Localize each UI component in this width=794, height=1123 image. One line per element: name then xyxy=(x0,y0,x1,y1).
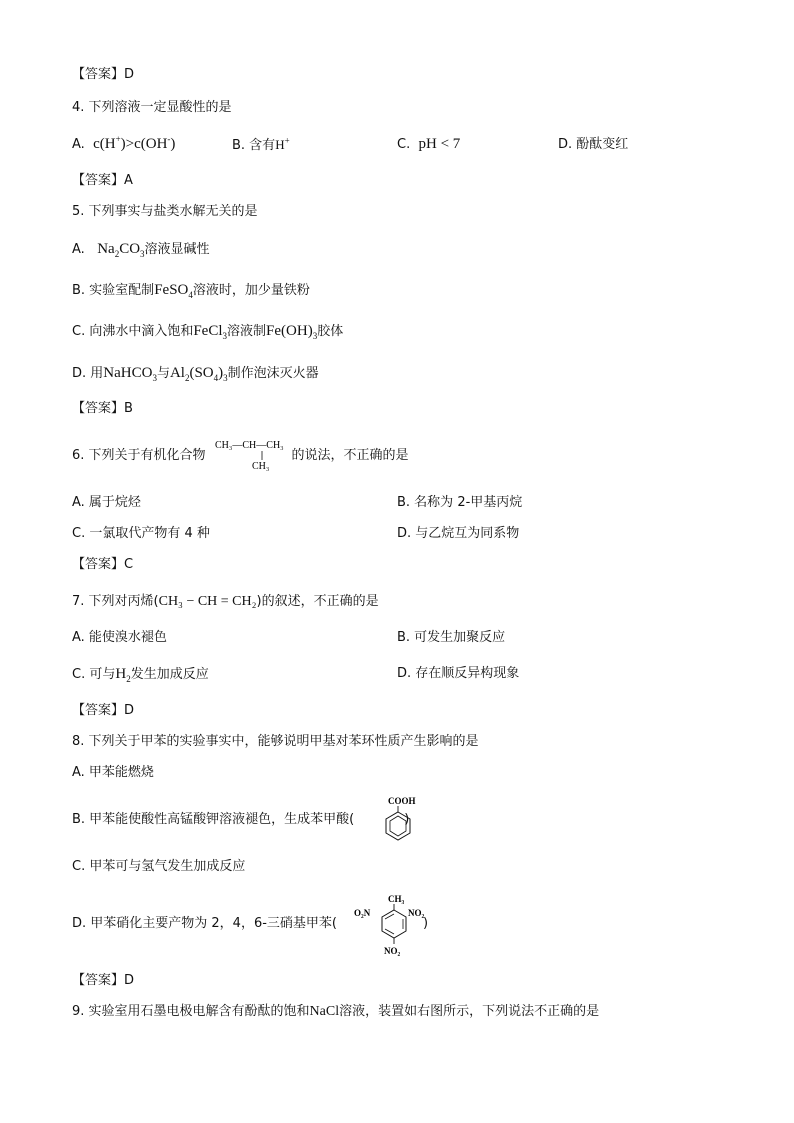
benzoic-acid-structure xyxy=(374,794,424,844)
q7-option-d: D. 存在顺反异构现象 xyxy=(397,666,520,681)
q8-option-d: D. 甲苯硝化主要产物为 2，4，6-三硝基甲苯( ) xyxy=(72,916,429,931)
q8-option-a: A. 甲苯能燃烧 xyxy=(72,765,154,780)
trinitrotoluene-icon xyxy=(348,892,438,958)
q7-option-a: A. 能使溴水褪色 xyxy=(72,630,167,645)
q6-option-b: B. 名称为 2-甲基丙烷 xyxy=(397,495,523,510)
ch3-label: CH₃ xyxy=(388,894,405,904)
q4-stem: 4. 下列溶液一定显酸性的是 xyxy=(72,100,232,115)
q8-stem: 8. 下列关于甲苯的实验事实中，能够说明甲基对苯环性质产生影响的是 xyxy=(72,734,479,749)
q4-option-a: A. c(H+)>c(OH-) xyxy=(72,134,176,152)
q6-option-d: D. 与乙烷互为同系物 xyxy=(397,526,520,541)
q5-option-a: A. $Na_2CO_3$溶液显碱性 xyxy=(72,241,210,259)
answer-label: 【答案】 xyxy=(72,67,125,82)
no2-right-label: NO₂ xyxy=(408,908,425,918)
q5-stem: 5. 下列事实与盐类水解无关的是 xyxy=(72,204,258,219)
q4-answer: 【答案】A xyxy=(72,173,133,188)
cooh-label: COOH xyxy=(388,796,416,806)
no2-bottom-label: NO₂ xyxy=(384,946,401,956)
structure-branch: CH₃ xyxy=(252,461,270,472)
q8-option-c: C. 甲苯可与氢气发生加成反应 xyxy=(72,859,246,874)
q9-stem: 9. 实验室用石墨电极电解含有酚酞的饱和NaCl溶液，装置如右图所示，下列说法不正确的是 xyxy=(72,1004,600,1019)
isobutane-structure-icon xyxy=(214,436,304,472)
q4-option-d: D. 酚酞变红 xyxy=(558,137,629,152)
q5-option-b: B. 实验室配制FeSO$_4$溶液时，加少量铁粉 xyxy=(72,282,310,300)
q7-stem: 7. 下列对丙烯(CH₃ − CH = CH₂)的叙述，不正确的是 xyxy=(72,594,379,609)
answer-line xyxy=(72,66,134,84)
q6-option-a: A. 属于烷烃 xyxy=(72,495,141,510)
q6-structure xyxy=(214,436,304,472)
q6-option-c: C. 一氯取代产物有 4 种 xyxy=(72,526,210,541)
tnt-structure xyxy=(348,892,438,958)
q7-option-c: C. 可与$H_2$发生加成反应 xyxy=(72,666,209,684)
q5-answer: 【答案】B xyxy=(72,401,133,416)
q6-answer: 【答案】C xyxy=(72,557,134,572)
q4-option-b: B. 含有H+ xyxy=(232,135,290,153)
q5-option-d: D. 用NaHCO$_3$与$Al_2(SO_4)_3$制作泡沫灭火器 xyxy=(72,365,319,383)
no2-left-label: O₂N xyxy=(354,908,371,918)
q5-option-c: C. 向沸水中滴入饱和FeCl$_3$溶液制$Fe(OH)_3$胶体 xyxy=(72,323,344,341)
structure-main-chain: CH₃—CH—CH₃ xyxy=(215,440,284,451)
q8-answer: 【答案】D xyxy=(72,973,135,988)
q4-option-c: C. pH < 7 xyxy=(397,136,461,152)
benzoic-acid-icon xyxy=(374,794,424,844)
q8-option-b: B. 甲苯能使酸性高锰酸钾溶液褪色，生成苯甲酸( ) xyxy=(72,812,410,827)
q7-option-b: B. 可发生加聚反应 xyxy=(397,630,506,645)
q7-answer: 【答案】D xyxy=(72,703,135,718)
q6-stem: 6. 下列关于有机化合物 的说法，不正确的是 xyxy=(72,448,409,463)
answer-value: D xyxy=(124,67,135,82)
